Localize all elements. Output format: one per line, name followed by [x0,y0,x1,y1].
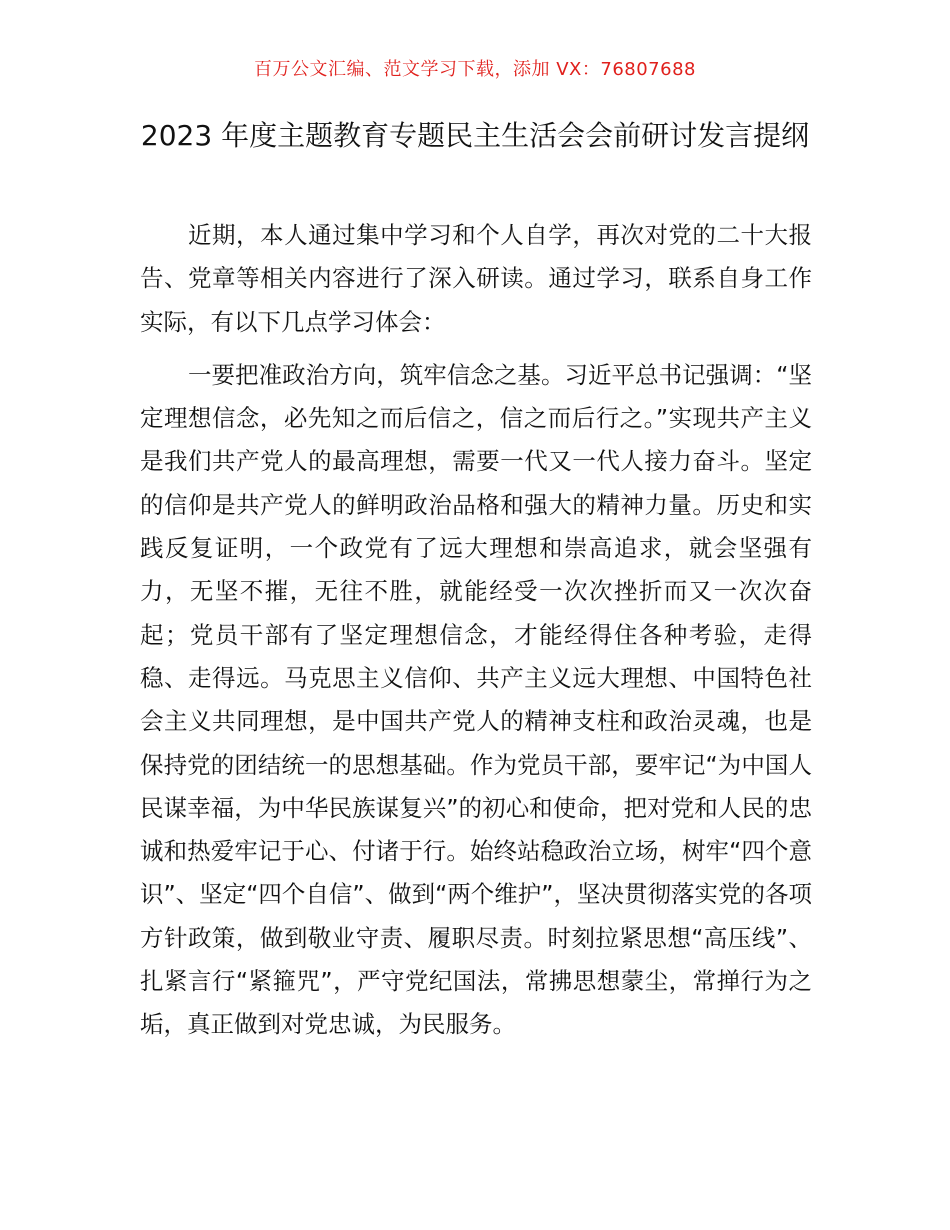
header-promo-text: 百万公文汇编、范文学习下载，添加 VX：76807688 [254,59,696,80]
document-body [140,214,812,1057]
document-title: 2023 年度主题教育专题民主生活会会前研讨发言提纲 [140,119,810,152]
paragraph-intro: 近期，本人通过集中学习和个人自学，再次对党的二十大报告、党章等相关内容进行了深入研读。通过学习，联系自身工作实际，有以下几点学习体会： [140,221,812,336]
paragraph-point-one: 一要把准政治方向，筑牢信念之基。习近平总书记强调：“坚定理想信念，必先知之而后信之，信之而后行之。”实现共产主义是我们共产党人的最高理想，需要一代又一代人接力奋斗。坚定的信仰是共产党人的鲜明政治品格和强大的精神力量。历史和实践反复证明，一个政党有了远大理想和崇高追求，就会坚强有力，无坚不摧，无往不胜，就能经受一次次挫折而又一次次奋起；党员干部有了坚定理想信念，才能经得住各种考验，走得稳、走得远。马克思主义信仰、共产主义远大理想、中国特色社会主义共同理想，是中国共产党人的精神支柱和政治灵魂，也是保持党的团结统一的思想基础。作为党员干部，要牢记“为中国人民谋幸福，为中华民族谋复兴”的初心和使命，把对党和人民的忠诚和热爱牢记于心、付诸于行。始终站稳政治立场，树牢“四个意识”、坚定“四个自信”、做到“两个维护”，坚决贯彻落实党的各项方针政策，做到敬业守责、履职尽责。时刻拉紧思想“高压线”、扎紧言行“紧箍咒”，严守党纪国法，常拂思想蒙尘，常掸行为之垢，真正做到对党忠诚，为民服务。 [140,360,812,1039]
